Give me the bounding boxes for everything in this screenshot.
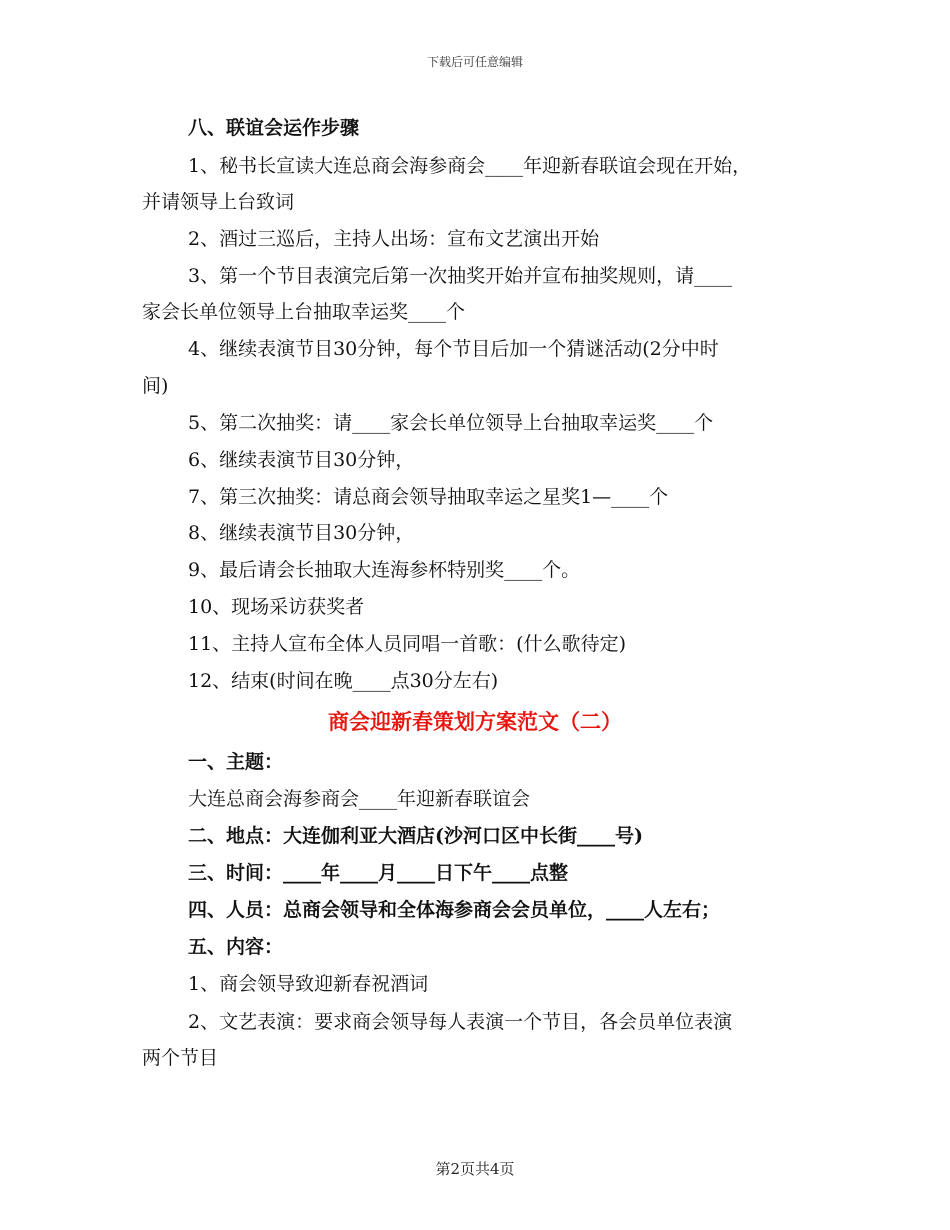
step-line: 11、主持人宣布全体人员同唱一首歌：(什么歌待定) [188,633,627,655]
step-line: 6、继续表演节目30分钟， [188,449,415,471]
step-line: 间) [142,375,169,397]
time-line: 三、时间：____年____月____日下午____点整 [188,862,569,884]
people-line: 四、人员：总商会领导和全体海参商会会员单位，____人左右； [188,899,721,921]
theme-text: 大连总商会海参商会____年迎新春联谊会 [188,788,531,810]
step-line: 2、酒过三巡后，主持人出场：宣布文艺演出开始 [188,228,600,250]
step-line: 1、秘书长宣读大连总商会海参商会____年迎新春联谊会现在开始， [188,155,752,177]
content-line: 两个节目 [142,1047,219,1069]
step-line: 12、结束(时间在晚____点30分左右) [188,670,499,692]
theme-heading: 一、主题： [188,751,284,773]
step-line: 3、第一个节目表演完后第一次抽奖开始并宣布抽奖规则，请____ [188,265,733,287]
content-line: 2、文艺表演：要求商会领导每人表演一个节目，各会员单位表演 [188,1011,733,1033]
document-title: 商会迎新春策划方案范文（二） [328,709,622,734]
content-line: 1、商会领导致迎新春祝酒词 [188,973,429,995]
step-line: 8、继续表演节目30分钟， [188,522,415,544]
section-heading: 八、联谊会运作步骤 [188,117,360,139]
step-line: 9、最后请会长抽取大连海参杯特别奖____个。 [188,559,581,581]
step-line: 4、继续表演节目30分钟，每个节目后加一个猜谜活动(2分中时 [188,338,719,360]
place-line: 二、地点：大连伽利亚大酒店(沙河口区中长街____号) [188,825,643,847]
page-footer: 第2页共4页 [435,1160,515,1178]
step-line: 5、第二次抽奖：请____家会长单位领导上台抽取幸运奖____个 [188,412,714,434]
step-line: 家会长单位领导上台抽取幸运奖____个 [142,301,466,323]
step-line: 10、现场采访获奖者 [188,596,365,618]
page-header: 下载后可任意编辑 [426,55,523,69]
content-heading: 五、内容： [188,936,284,958]
step-line: 并请领导上台致词 [142,191,295,213]
step-line: 7、第三次抽奖：请总商会领导抽取幸运之星奖1—____个 [188,486,669,508]
